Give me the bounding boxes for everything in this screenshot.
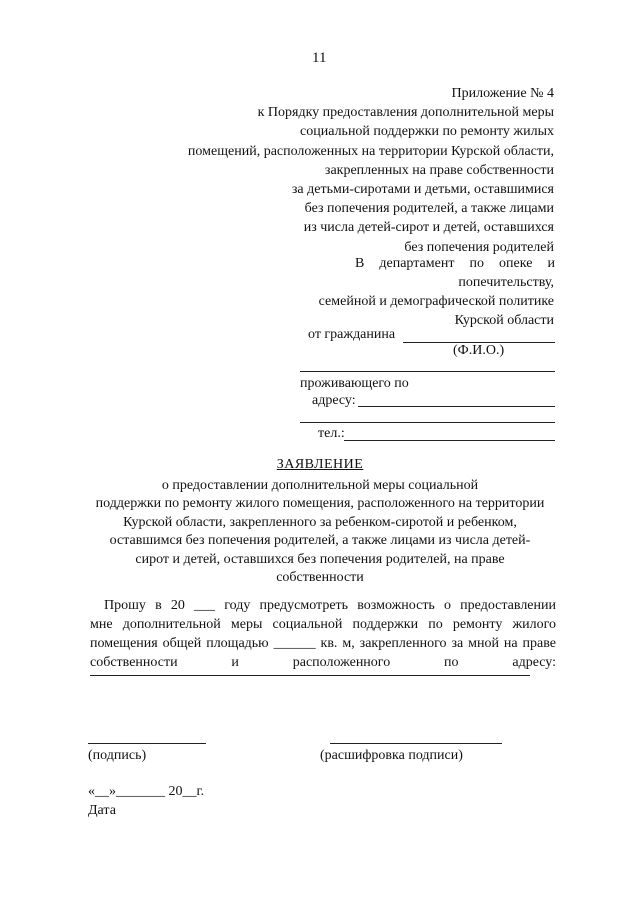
addressee-first-line bbox=[355, 256, 555, 272]
body-line: мне дополнительной меры социальной поддержки по ремонту жилого bbox=[90, 617, 556, 632]
body-line: Прошу в 20 ___ году предусмотреть возможность о предоставлении bbox=[104, 598, 556, 613]
residing-label: проживающего по bbox=[300, 376, 409, 391]
signature-decoding-line[interactable] bbox=[330, 743, 502, 744]
addressee-word: департамент bbox=[379, 256, 455, 271]
address-label: адресу: bbox=[312, 393, 356, 408]
appendix-line: помещений, расположенных на территории Курской области, bbox=[187, 143, 554, 159]
subtitle-line: сирот и детей, оставшихся без попечения родителей, на праве bbox=[135, 551, 505, 567]
appendix-line: социальной поддержки по ремонту жилых bbox=[300, 124, 554, 140]
appendix-line: из числа детей-сирот и детей, оставшихся bbox=[303, 220, 554, 236]
date-label: Дата bbox=[88, 803, 116, 818]
subtitle-line: собственности bbox=[276, 570, 364, 586]
appendix-line: закрепленных на праве собственности bbox=[324, 162, 554, 178]
addressee-line: семейной и демографической политике bbox=[318, 294, 554, 309]
from-citizen-label: от гражданина bbox=[308, 327, 396, 342]
statement-body bbox=[90, 596, 556, 672]
signature-line[interactable] bbox=[88, 743, 206, 744]
appendix-header bbox=[174, 84, 554, 257]
signature-decoding-caption: (расшифровка подписи) bbox=[320, 748, 463, 763]
addressee-word: по bbox=[469, 256, 484, 271]
statement-title: ЗАЯВЛЕНИЕ bbox=[276, 457, 364, 472]
appendix-line: Приложение № 4 bbox=[451, 86, 554, 101]
statement-subtitle bbox=[60, 477, 580, 587]
address-continuation-line[interactable] bbox=[300, 422, 555, 423]
appendix-line: без попечения родителей bbox=[404, 239, 554, 255]
subtitle-line: о предоставлении дополнительной меры социальной bbox=[161, 478, 479, 493]
addressee-line: Курской области bbox=[454, 313, 554, 328]
addressee-prefix: В bbox=[355, 256, 365, 271]
fio-caption: (Ф.И.О.) bbox=[453, 343, 505, 358]
appendix-line: за детьми-сиротами и детьми, оставшимися bbox=[291, 182, 554, 198]
address-field-line[interactable] bbox=[358, 406, 555, 407]
signature-caption: (подпись) bbox=[88, 748, 147, 763]
subtitle-line: оставшимся без попечения родителей, а также лицами из числа детей- bbox=[109, 533, 531, 549]
page-number: 11 bbox=[312, 50, 327, 66]
body-line: помещения общей площадью ______ кв. м, закрепленного за мной на праве bbox=[90, 636, 556, 651]
addressee-word: и bbox=[547, 256, 555, 271]
appendix-line: без попечения родителей, а также лицами bbox=[304, 201, 554, 217]
addressee-line: попечительству, bbox=[458, 275, 554, 290]
address-answer-line[interactable] bbox=[90, 675, 530, 676]
addressee-word: опеке bbox=[499, 256, 533, 271]
appendix-line: к Порядку предоставления дополнительной меры bbox=[257, 105, 554, 121]
date-line[interactable]: «__»_______ 20__г. bbox=[88, 784, 205, 799]
phone-field-line[interactable] bbox=[344, 440, 555, 441]
fio-continuation-line[interactable] bbox=[300, 371, 555, 372]
phone-label: тел.: bbox=[318, 426, 345, 441]
body-line: собственности и расположенного по адресу: bbox=[90, 655, 556, 670]
subtitle-line: поддержки по ремонту жилого помещения, расположенного на территории bbox=[95, 496, 545, 512]
subtitle-line: Курской области, закрепленного за ребенком-сиротой и ребенком, bbox=[123, 514, 517, 530]
